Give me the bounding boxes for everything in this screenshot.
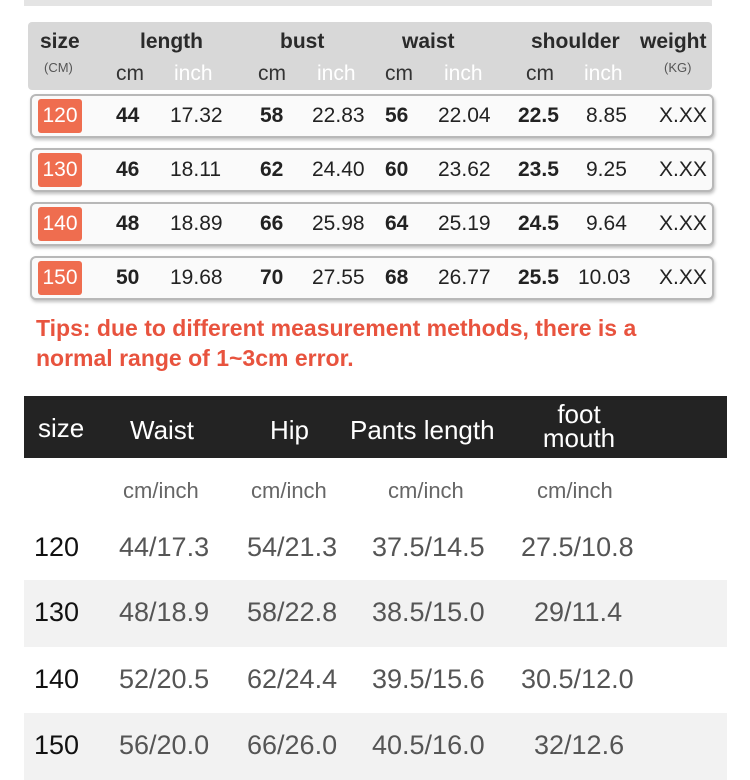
header-waist: Waist [130,415,195,445]
shoulder-cm: 25.5 [518,266,559,289]
length-inch: 18.11 [170,158,221,181]
header-weight-unit: (KG) [664,60,692,75]
hip-value: 62/24.4 [247,664,338,694]
size-value: 150 [34,730,80,760]
unit-hip: cm/inch [251,478,327,503]
bust-cm: 58 [260,104,284,127]
shoulder-inch: 8.85 [586,104,627,127]
foot-mouth-value: 32/12.6 [534,730,625,760]
header-pants-length: Pants length [350,415,495,445]
foot-mouth-value: 30.5/12.0 [521,664,634,694]
header-foot-mouth: foot mouth [542,399,616,453]
waist-inch: 25.19 [438,212,491,235]
shoulder-cm: 22.5 [518,104,559,127]
waist-cm: 64 [385,212,409,235]
weight-value: X.XX [659,158,707,181]
header-bust: bust [280,30,325,53]
header-size-unit: (CM) [44,60,73,75]
foot-mouth-value: 29/11.4 [534,597,623,627]
table-row [24,580,727,647]
bust-inch: 27.55 [312,266,365,289]
unit-row [24,476,727,510]
subheader-waist-cm: cm [385,62,413,85]
shoulder-cm: 24.5 [518,212,559,235]
subheader-length-inch: inch [174,62,213,85]
bust-inch: 25.98 [312,212,365,235]
length-cm: 48 [116,212,140,235]
waist-inch: 26.77 [438,266,491,289]
shoulder-inch: 9.25 [586,158,627,181]
waist-value: 48/18.9 [119,597,210,627]
top-table-header [28,22,712,90]
subheader-length-cm: cm [116,62,144,85]
header-shoulder: shoulder [531,30,620,53]
bust-cm: 62 [260,158,284,181]
pants-length-value: 38.5/15.0 [372,597,485,627]
waist-value: 44/17.3 [119,532,210,562]
pants-length-value: 37.5/14.5 [372,532,485,562]
size-badge: 140 [38,207,82,241]
hip-value: 66/26.0 [247,730,338,760]
size-value: 120 [34,532,80,562]
pants-length-value: 40.5/16.0 [372,730,485,760]
weight-value: X.XX [659,104,707,127]
length-cm: 44 [116,104,140,127]
bust-cm: 66 [260,212,284,235]
table-row [24,647,727,714]
header-weight: weight [640,30,707,53]
unit-waist: cm/inch [123,478,199,503]
waist-cm: 68 [385,266,409,289]
bust-inch: 22.83 [312,104,365,127]
waist-inch: 22.04 [438,104,491,127]
length-inch: 18.89 [170,212,223,235]
header-size: size [40,30,80,53]
bust-cm: 70 [260,266,284,289]
length-inch: 19.68 [170,266,223,289]
weight-value: X.XX [659,266,707,289]
header-hip: Hip [270,415,310,445]
size-value: 130 [34,597,80,627]
subheader-shoulder-inch: inch [584,62,623,85]
size-badge: 120 [38,99,82,133]
bust-inch: 24.40 [312,158,365,181]
table-row [24,515,727,582]
shoulder-inch: 9.64 [586,212,627,235]
subheader-bust-inch: inch [317,62,356,85]
hip-value: 58/22.8 [247,597,338,627]
length-cm: 50 [116,266,140,289]
unit-pants-length: cm/inch [388,478,464,503]
shoulder-inch: 10.03 [578,266,631,289]
waist-value: 52/20.5 [119,664,210,694]
header-size: size [38,413,85,443]
top-table-row [30,148,714,192]
header-waist: waist [402,30,455,53]
subheader-waist-inch: inch [444,62,483,85]
unit-foot-mouth: cm/inch [537,478,613,503]
length-cm: 46 [116,158,140,181]
foot-mouth-value: 27.5/10.8 [521,532,634,562]
top-divider [24,0,712,6]
subheader-shoulder-cm: cm [526,62,554,85]
top-table-row [30,94,714,138]
size-value: 140 [34,664,80,694]
hip-value: 54/21.3 [247,532,338,562]
header-length: length [140,30,203,53]
bottom-table-header [24,396,727,458]
top-table-row [30,256,714,300]
top-table-row [30,202,714,246]
size-badge: 150 [38,261,82,295]
length-inch: 17.32 [170,104,223,127]
waist-value: 56/20.0 [119,730,210,760]
tips-note: Tips: due to different measurement methods, there is a normal range of 1~3cm error. [36,315,637,371]
pants-length-value: 39.5/15.6 [372,664,485,694]
table-row [24,713,727,780]
weight-value: X.XX [659,212,707,235]
waist-cm: 56 [385,104,409,127]
subheader-bust-cm: cm [258,62,286,85]
waist-inch: 23.62 [438,158,491,181]
shoulder-cm: 23.5 [518,158,559,181]
size-badge: 130 [38,153,82,187]
waist-cm: 60 [385,158,409,181]
